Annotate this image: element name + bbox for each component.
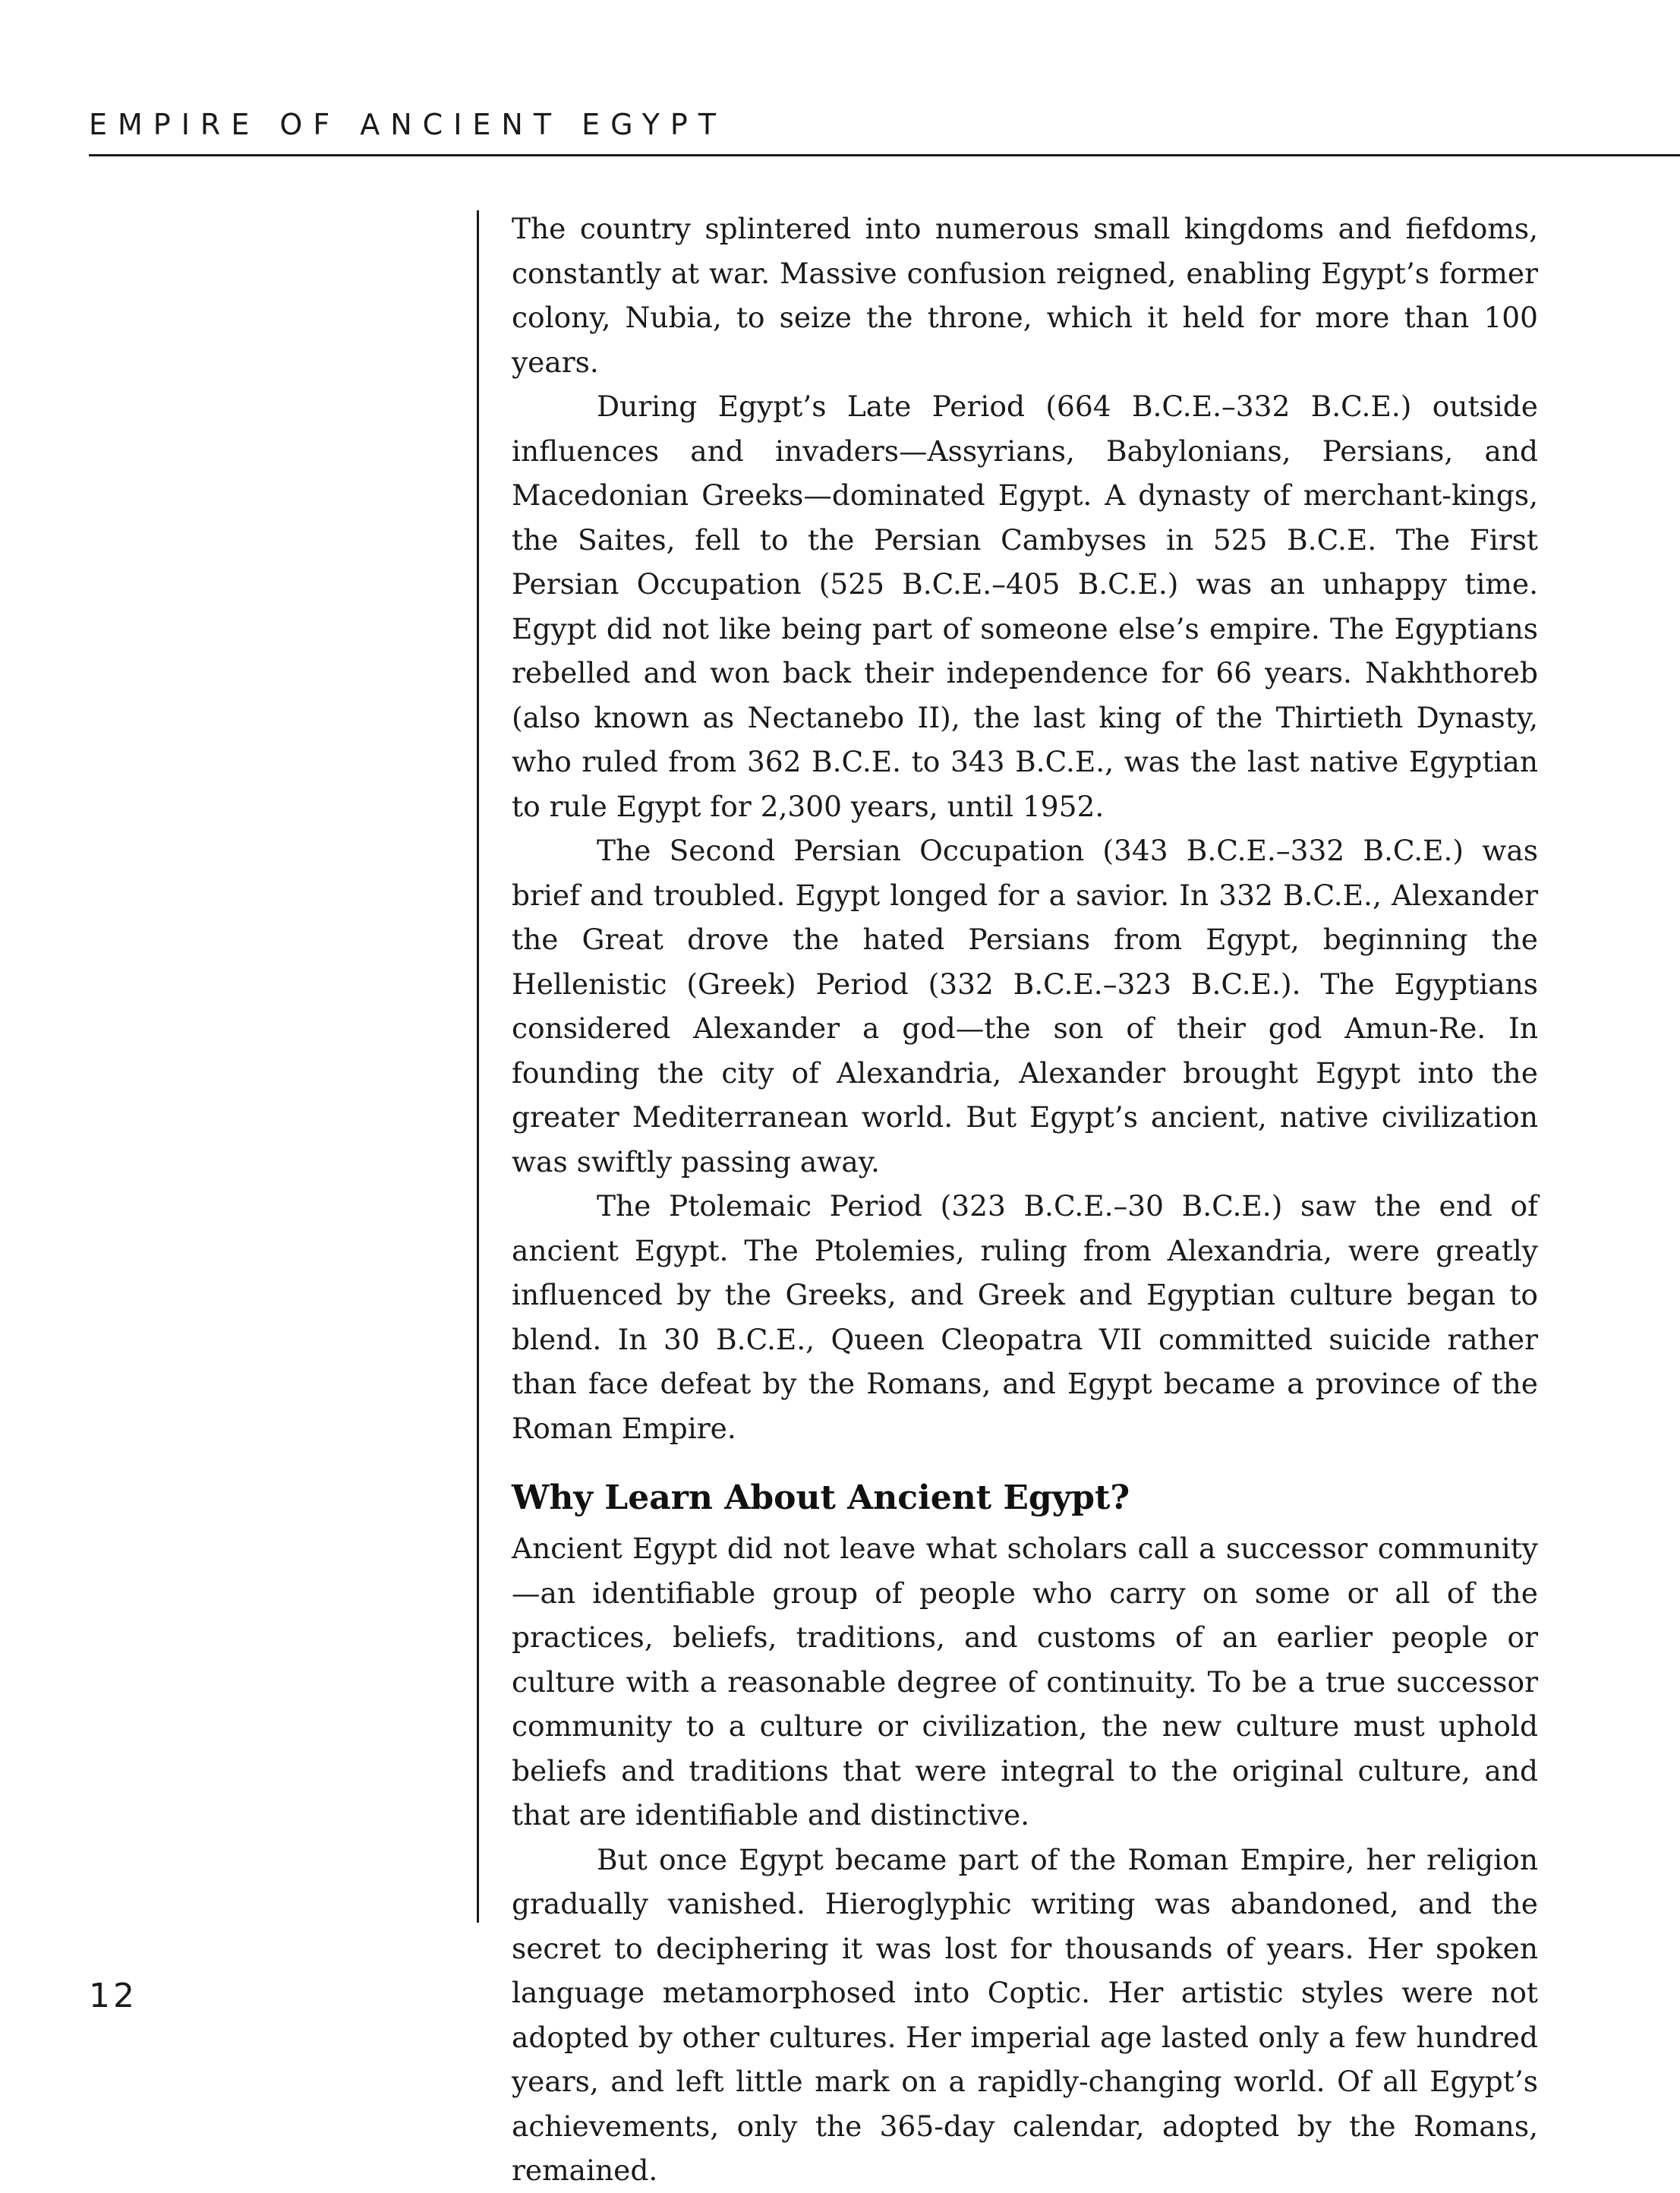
paragraph: The Second Persian Occupation (343 B.C.E.–332 B.C.E.) was brief and troubled. Egypt longed for a savior. In 332 B.C.E., Alexander the Great drove the hated Persians from Egypt, beginning the Hellenistic (Greek) Period (332 B.C.E.–323 B.C.E.). The Egyptians considered Alexander a god—the son of their god Amun-Re. In founding the city of Alexandria, Alexander brought Egypt into the greater Mediterranean world. But Egypt’s ancient, native civilization was swiftly passing away. — [512, 834, 1538, 1179]
header-rule — [89, 154, 1680, 156]
paragraph: During Egypt’s Late Period (664 B.C.E.–332 B.C.E.) outside influences and invaders—Assyrians, Babylonians, Persians, and Macedonian Greeks—dominated Egypt. A dynasty of merchant-kings, the Saites, fell to the Persian Cambyses in 525 B.C.E. The First Persian Occupation (525 B.C.E.–405 B.C.E.) was an unhappy time. Egypt did not like being part of someone else’s empire. The Egyptians rebelled and won back their independence for 66 years. Nakhthoreb (also known as Nectanebo II), the last king of the Thirtieth Dynasty, who ruled from 362 B.C.E. to 343 B.C.E., was the last native Egyptian to rule Egypt for 2,300 years, until 1952. — [512, 390, 1538, 823]
margin-rule — [477, 210, 479, 1923]
paragraph: The Ptolemaic Period (323 B.C.E.–30 B.C.E.) saw the end of ancient Egypt. The Ptolemies, ruling from Alexandria, were greatly influenced by the Greeks, and Greek and Egyptian culture began to blend. In 30 B.C.E., Queen Cleopatra VII committed suicide rather than face defeat by the Romans, and Egypt became a province of the Roman Empire. — [512, 1189, 1538, 1445]
running-head-title: EMPIRE OF ANCIENT EGYPT — [89, 108, 727, 141]
paragraph: The country splintered into numerous small kingdoms and fiefdoms, constantly at war. Massive confusion reigned, enabling Egypt’s former colony, Nubia, to seize the throne, which it held for more than 100 years. — [512, 212, 1538, 379]
section-heading: Why Learn About Ancient Egypt? — [512, 1478, 1130, 1517]
body-text — [512, 207, 1538, 2193]
paragraph: But once Egypt became part of the Roman Empire, her religion gradually vanished. Hieroglyphic writing was abandoned, and the secret to deciphering it was lost for thousands of years. Her spoken language metamorphosed into Coptic. Her artistic styles were not adopted by other cultures. Her imperial age lasted only a few hundred years, and left little mark on a rapidly-changing world. Of all Egypt’s achievements, only the 365-day calendar, adopted by the Romans, remained. — [512, 1842, 1538, 2187]
page-number: 12 — [89, 1977, 137, 2015]
paragraph: Ancient Egypt did not leave what scholars call a successor community—an identifiable group of people who carry on some or all of the practices, beliefs, traditions, and customs of an earlier people or culture with a reasonable degree of continuity. To be a true successor community to a culture or civilization, the new culture must uphold beliefs and traditions that were integral to the original culture, and that are identifiable and distinctive. — [512, 1532, 1538, 1832]
